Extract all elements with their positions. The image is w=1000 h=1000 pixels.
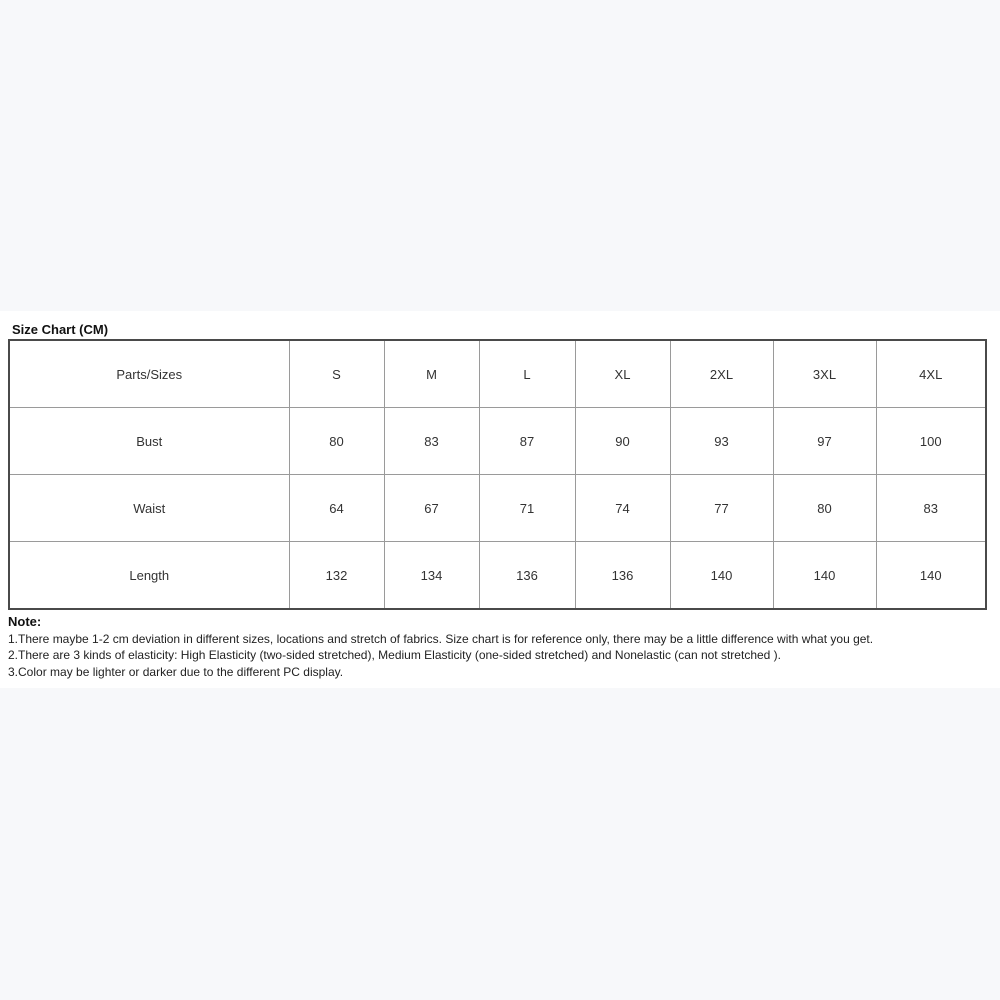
row-label-length: Length: [9, 542, 289, 610]
notes-heading: Note:: [8, 614, 42, 629]
header-cell-3xl: 3XL: [773, 340, 876, 408]
header-cell-xl: XL: [575, 340, 670, 408]
table-header-row: [9, 340, 986, 408]
table-cell: 140: [773, 542, 876, 610]
header-cell-parts-sizes: Parts/Sizes: [9, 340, 289, 408]
table-cell: 64: [289, 475, 384, 542]
table-cell: 100: [876, 408, 986, 475]
note-item: 3.Color may be lighter or darker due to the different PC display.: [8, 664, 344, 679]
table-cell: 136: [575, 542, 670, 610]
table-row: [9, 542, 986, 610]
header-cell-l: L: [479, 340, 575, 408]
table-cell: 77: [670, 475, 773, 542]
header-cell-m: M: [384, 340, 479, 408]
note-item: 2.There are 3 kinds of elasticity: High Elasticity (two-sided stretched), Medium Elasticity (one-sided stretched) and Nonelastic (can not stretched ).: [8, 648, 781, 662]
table-cell: 80: [289, 408, 384, 475]
table-row: [9, 408, 986, 475]
table-cell: 80: [773, 475, 876, 542]
header-cell-2xl: 2XL: [670, 340, 773, 408]
table-cell: 67: [384, 475, 479, 542]
table-cell: 74: [575, 475, 670, 542]
table-cell: 83: [876, 475, 986, 542]
table-row: [9, 475, 986, 542]
table-cell: 97: [773, 408, 876, 475]
notes-section: [8, 614, 993, 680]
table-cell: 132: [289, 542, 384, 610]
size-chart-panel: [0, 311, 1000, 688]
table-cell: 90: [575, 408, 670, 475]
table-cell: 93: [670, 408, 773, 475]
table-cell: 87: [479, 408, 575, 475]
row-label-bust: Bust: [9, 408, 289, 475]
header-cell-4xl: 4XL: [876, 340, 986, 408]
row-label-waist: Waist: [9, 475, 289, 542]
table-cell: 140: [876, 542, 986, 610]
header-cell-s: S: [289, 340, 384, 408]
table-cell: 83: [384, 408, 479, 475]
size-table: [8, 339, 987, 610]
size-chart-title: Size Chart (CM): [12, 322, 109, 337]
table-cell: 71: [479, 475, 575, 542]
table-cell: 140: [670, 542, 773, 610]
note-item: 1.There maybe 1-2 cm deviation in different sizes, locations and stretch of fabrics. Size chart is for reference only, there may be a little difference with what you get.: [8, 631, 874, 646]
table-cell: 134: [384, 542, 479, 610]
table-cell: 136: [479, 542, 575, 610]
